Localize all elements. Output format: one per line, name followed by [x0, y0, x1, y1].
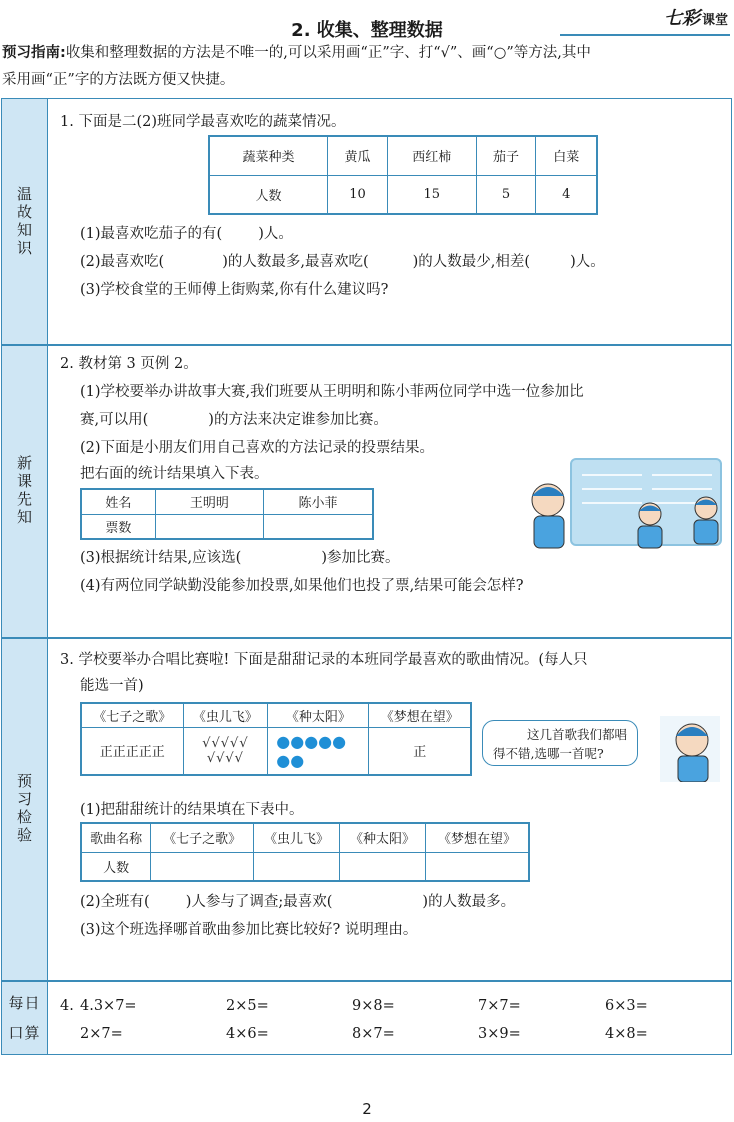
tick-marks: √√√√√ [202, 735, 249, 751]
guide-text-2: 采用画“正”字的方法既方便又快捷。 [2, 72, 235, 88]
table-header: 《七子之歌》 [151, 823, 254, 852]
table-header: 《七子之歌》 [81, 703, 183, 727]
vegetable-table [208, 135, 598, 215]
calc-item[interactable]: 2×7= [80, 1026, 123, 1042]
table-header: 王明明 [155, 489, 263, 514]
calc-item[interactable]: 3×9= [478, 1026, 521, 1042]
brand-logo [664, 4, 728, 30]
calc-item[interactable]: 4.3×7= [80, 998, 137, 1014]
section-review [2, 99, 48, 344]
q1-part3: (3)学校食堂的王师傅上街购菜,你有什么建议吗? [80, 282, 389, 298]
table-header: 《梦想在望》 [425, 823, 529, 852]
calc-item[interactable]: 4×8= [605, 1026, 648, 1042]
page-title: 2. 收集、整理数据 [291, 20, 443, 41]
guide-text-1: 收集和整理数据的方法是不唯一的,可以采用画“正”字、打“√”、画“○”等方法,其中 [65, 45, 591, 61]
table-header: 《梦想在望》 [369, 703, 471, 727]
table-row-label: 人数 [209, 175, 328, 214]
preview-guide [2, 40, 732, 94]
table-input-cell[interactable] [425, 852, 529, 881]
section-review-label: 温故知识 [15, 185, 33, 258]
table-cell: 15 [387, 175, 476, 214]
table-input-cell[interactable] [264, 514, 374, 539]
q2-part1-line2: 赛,可以用( )的方法来决定谁参加比赛。 [80, 412, 388, 428]
table-header: 白菜 [536, 136, 597, 175]
section-new-label: 新课先知 [15, 455, 33, 527]
tally-cell [268, 727, 369, 775]
guide-label: 预习指南: [2, 45, 66, 61]
table-cell: 4 [536, 175, 597, 214]
table-header: 黄瓜 [328, 136, 388, 175]
table-header: 蔬菜种类 [209, 136, 328, 175]
table-header: 西红柿 [387, 136, 476, 175]
q2-part4: (4)有两位同学缺勤没能参加投票,如果他们也投了票,结果可能会怎样? [80, 578, 524, 594]
bubble-text-2: 得不错,选哪一首呢? [493, 746, 604, 761]
q2-title: 2. 教材第 3 页例 2。 [60, 356, 198, 372]
q3-title-1: 3. 学校要举办合唱比赛啦! 下面是甜甜记录的本班同学最喜欢的歌曲情况。(每人只 [60, 652, 588, 668]
table-input-cell[interactable] [340, 852, 426, 881]
section-divider [2, 344, 731, 346]
section-daily [2, 981, 48, 1054]
table-header: 《种太阳》 [340, 823, 426, 852]
tally-cell [183, 727, 268, 775]
table-cell: 5 [476, 175, 536, 214]
section-divider [2, 980, 731, 982]
section-daily-label: 每日口算 [8, 993, 41, 1042]
q3-part3: (3)这个班选择哪首歌曲参加比赛比较好? 说明理由。 [80, 922, 418, 938]
q1-part2: (2)最喜欢吃( )的人数最多,最喜欢吃( )的人数最少,相差( )人。 [80, 254, 605, 270]
dot-marks: ●● [276, 750, 305, 770]
table-cell: 10 [328, 175, 388, 214]
table-row-label: 票数 [81, 514, 155, 539]
page-number: 2 [362, 1100, 372, 1118]
q2-part2: (2)下面是小朋友们用自己喜欢的方法记录的投票结果。 [80, 440, 435, 456]
q2-part2b: 把右面的统计结果填入下表。 [80, 466, 269, 482]
brand-name: 七彩 [663, 8, 700, 29]
section-new [2, 345, 48, 637]
vote-table [80, 488, 374, 540]
q4-number: 4. [60, 998, 74, 1014]
table-input-cell[interactable] [254, 852, 340, 881]
tick-marks: √√√√ [206, 750, 244, 766]
student-icon [630, 500, 670, 550]
header-divider [560, 34, 730, 36]
table-input-cell[interactable] [151, 852, 254, 881]
section-check [2, 638, 48, 980]
song-tally-table [80, 702, 472, 776]
tally-cell: 正 [369, 727, 471, 775]
table-row-label: 人数 [81, 852, 151, 881]
q2-part3: (3)根据统计结果,应该选( )参加比赛。 [80, 550, 400, 566]
calc-item[interactable]: 7×7= [478, 998, 521, 1014]
dot-marks: ●●●●● [276, 731, 347, 751]
table-header: 歌曲名称 [81, 823, 151, 852]
brand-sub: 课堂 [701, 13, 728, 28]
section-check-label: 预习检验 [15, 773, 33, 845]
calc-item[interactable]: 2×5= [226, 998, 269, 1014]
q1-part1: (1)最喜欢吃茄子的有( )人。 [80, 226, 293, 242]
calc-item[interactable]: 6×3= [605, 998, 648, 1014]
q3-part2: (2)全班有( )人参与了调查;最喜欢( )的人数最多。 [80, 894, 516, 910]
table-header: 茄子 [476, 136, 536, 175]
tally-cell: 正正正正正 [81, 727, 183, 775]
q3-title-2: 能选一首) [80, 678, 144, 694]
table-header: 姓名 [81, 489, 155, 514]
table-header: 陈小菲 [264, 489, 374, 514]
q3-part1: (1)把甜甜统计的结果填在下表中。 [80, 802, 304, 818]
calc-item[interactable]: 9×8= [352, 998, 395, 1014]
table-header: 《种太阳》 [268, 703, 369, 727]
speech-bubble [482, 720, 638, 766]
girl-thinking-icon [660, 716, 720, 782]
student-icon [686, 494, 726, 548]
q1-title: 1. 下面是二(2)班同学最喜欢吃的蔬菜情况。 [60, 114, 346, 130]
boy-teacher-icon [520, 478, 580, 550]
table-input-cell[interactable] [155, 514, 263, 539]
section-divider [2, 637, 731, 639]
q2-part1-line1: (1)学校要举办讲故事大赛,我们班要从王明明和陈小菲两位同学中选一位参加比 [80, 384, 584, 400]
calc-item[interactable]: 8×7= [352, 1026, 395, 1042]
bubble-text-1: 这几首歌我们都唱 [526, 727, 627, 742]
table-header: 《虫儿飞》 [254, 823, 340, 852]
calc-item[interactable]: 4×6= [226, 1026, 269, 1042]
table-header: 《虫儿飞》 [183, 703, 268, 727]
song-result-table [80, 822, 530, 882]
